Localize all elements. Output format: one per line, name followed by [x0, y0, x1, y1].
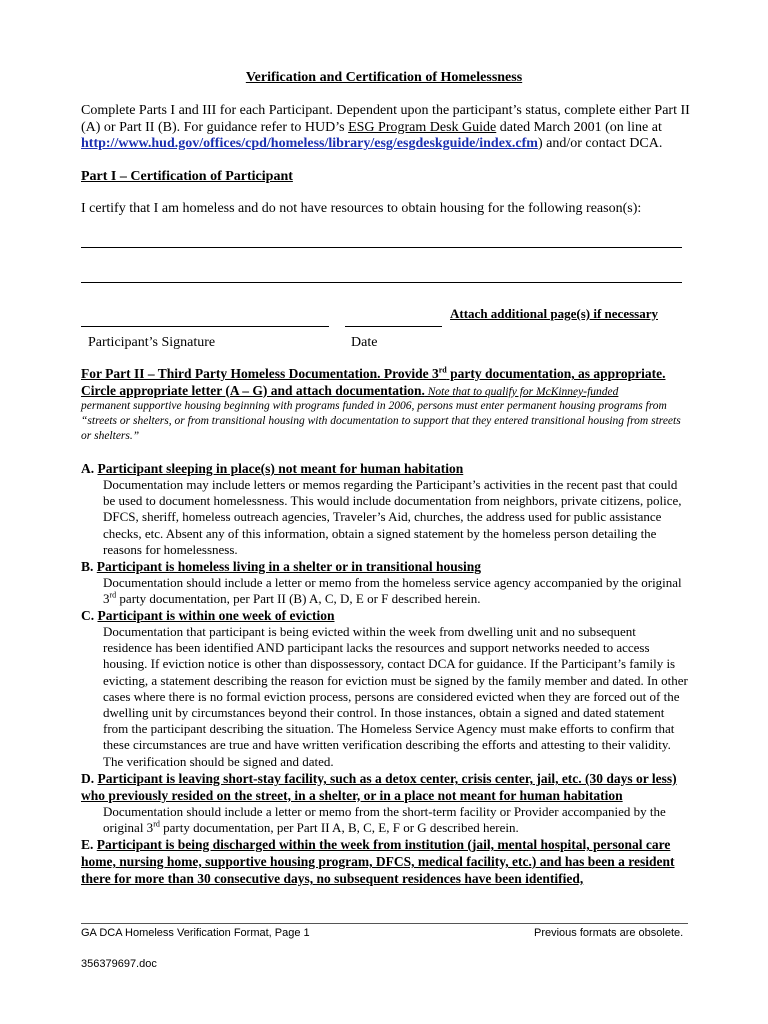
item-d-body: [103, 804, 688, 836]
part2-heading-text-2: party documentation, as appropriate. Circle appropriate letter (A – G) and attach documentation.: [81, 366, 666, 398]
item-e-title: Participant is being discharged within the week from institution (jail, mental hospital, personal care home, nursing home, supportive housing program, DFCS, medical facility, etc.) and has been a resident there for more than 30 consecutive days, no subsequent residences have been identified,: [81, 837, 675, 886]
item-e-letter[interactable]: E.: [81, 837, 94, 852]
item-c-letter[interactable]: C.: [81, 608, 95, 623]
item-b-heading: [81, 559, 701, 575]
desk-guide-link[interactable]: http://www.hud.gov/offices/cpd/homeless/library/esg/esgdeskguide/index.cfm: [81, 136, 538, 151]
desk-guide-reference: ESG Program Desk Guide: [348, 119, 497, 135]
item-a-letter[interactable]: A.: [81, 461, 95, 476]
part2-note-start: Note that to qualify for McKinney-funded: [424, 385, 619, 398]
reason-line-1[interactable]: [81, 247, 682, 248]
signature-label: Participant’s Signature: [88, 335, 216, 350]
footer-divider: [81, 923, 688, 924]
item-d-body-text-1: Documentation should include a letter or memo from the short-term facility or Provider accompanied by the original 3: [103, 804, 666, 836]
date-label: Date: [351, 335, 378, 350]
item-a-heading: [81, 461, 701, 477]
document-filename: 356379697.doc: [81, 958, 157, 970]
part2-heading: [81, 366, 691, 400]
item-b-title: Participant is homeless living in a shelter or in transitional housing: [96, 559, 482, 574]
footer-format-label: GA DCA Homeless Verification Format, Page 1: [81, 927, 310, 939]
document-title: Verification and Certification of Homelessness: [245, 70, 523, 85]
item-d-letter[interactable]: D.: [81, 771, 95, 786]
intro-text-2: dated March 2001 (on line at: [496, 119, 662, 135]
item-c-heading: [81, 608, 701, 624]
reason-line-2[interactable]: [81, 282, 682, 283]
item-e-heading: [81, 836, 701, 887]
attach-pages-note: Attach additional page(s) if necessary: [450, 306, 658, 321]
item-b-body-text-1: Documentation should include a letter or memo from the homeless service agency accompanied by the original 3: [103, 575, 682, 607]
item-b-body: [103, 575, 688, 607]
part2-note-continued: permanent supportive housing beginning with programs funded in 2006, persons must enter permanent housing programs from “streets or shelters, or from transitional housing with documentation to support that they entered transitional housing from streets or shelters.”: [81, 400, 681, 442]
item-d-body-sup: rd: [153, 819, 160, 829]
item-c-body: Documentation that participant is being evicted within the week from dwelling unit and no subsequent residence has been identified AND participant lacks the resources and support networks needed to access housing. If eviction notice is other than dispossessory, contact DCA for guidance. If the Participant’s family is evicting, a statement describing the reason for eviction must be signed by the family member and dated. In other cases where there is no formal eviction process, persons are considered evicted when they are forced out of the dwelling unit by circumstances beyond their control. In those instances, obtain a signed and dated statement from the participant describing the situation. The Homeless Service Agency must make efforts to confirm that these circumstances are true and have written verification describing the efforts and attesting to their validity. The verification should be signed and dated.: [103, 624, 688, 769]
item-b-letter[interactable]: B.: [81, 559, 94, 574]
part1-heading: Part I – Certification of Participant: [81, 169, 293, 184]
item-b-body-text-2: party documentation, per Part II (B) A, C, D, E or F described herein.: [116, 591, 481, 607]
item-d-body-text-2: party documentation, per Part II A, B, C, E, F or G described herein.: [159, 820, 519, 836]
intro-paragraph: [81, 103, 691, 153]
item-d-heading: [81, 771, 701, 804]
intro-text-3: ) and/or contact DCA.: [537, 136, 663, 151]
item-c-title: Participant is within one week of eviction: [97, 608, 335, 623]
certify-statement: I certify that I am homeless and do not have resources to obtain housing for the following reason(s):: [81, 201, 642, 216]
footer-obsolete-note: Previous formats are obsolete.: [534, 927, 684, 939]
part2-heading-sup: rd: [438, 365, 447, 375]
signature-line[interactable]: [81, 326, 329, 327]
intro-text-1: Complete Parts I and III for each Participant. Dependent upon the participant’s status, complete either Part II (A) or Part II (B). For guidance refer to HUD’s: [81, 103, 690, 135]
item-a-body: Documentation may include letters or memos regarding the Participant’s activities in the recent past that could be used to document homelessness. This would include documentation from neighbors, private citizens, police, DFCS, sheriff, homeless outreach agencies, Traveler’s Aid, churches, the address used for public assistance checks, etc. Absent any of this information, obtain a signed statement by the homeless person detailing the reasons for homelessness.: [103, 477, 682, 557]
item-d-title: Participant is leaving short-stay facility, such as a detox center, crisis center, jail, etc. (30 days or less) who previously resided on the street, in a shelter, or in a place not meant for human habitation: [81, 771, 677, 803]
item-a-title: Participant sleeping in place(s) not meant for human habitation: [97, 461, 464, 476]
date-line[interactable]: [345, 326, 442, 327]
item-b-body-sup: rd: [109, 590, 117, 600]
part2-heading-text-1: For Part II – Third Party Homeless Documentation. Provide 3: [81, 366, 439, 381]
